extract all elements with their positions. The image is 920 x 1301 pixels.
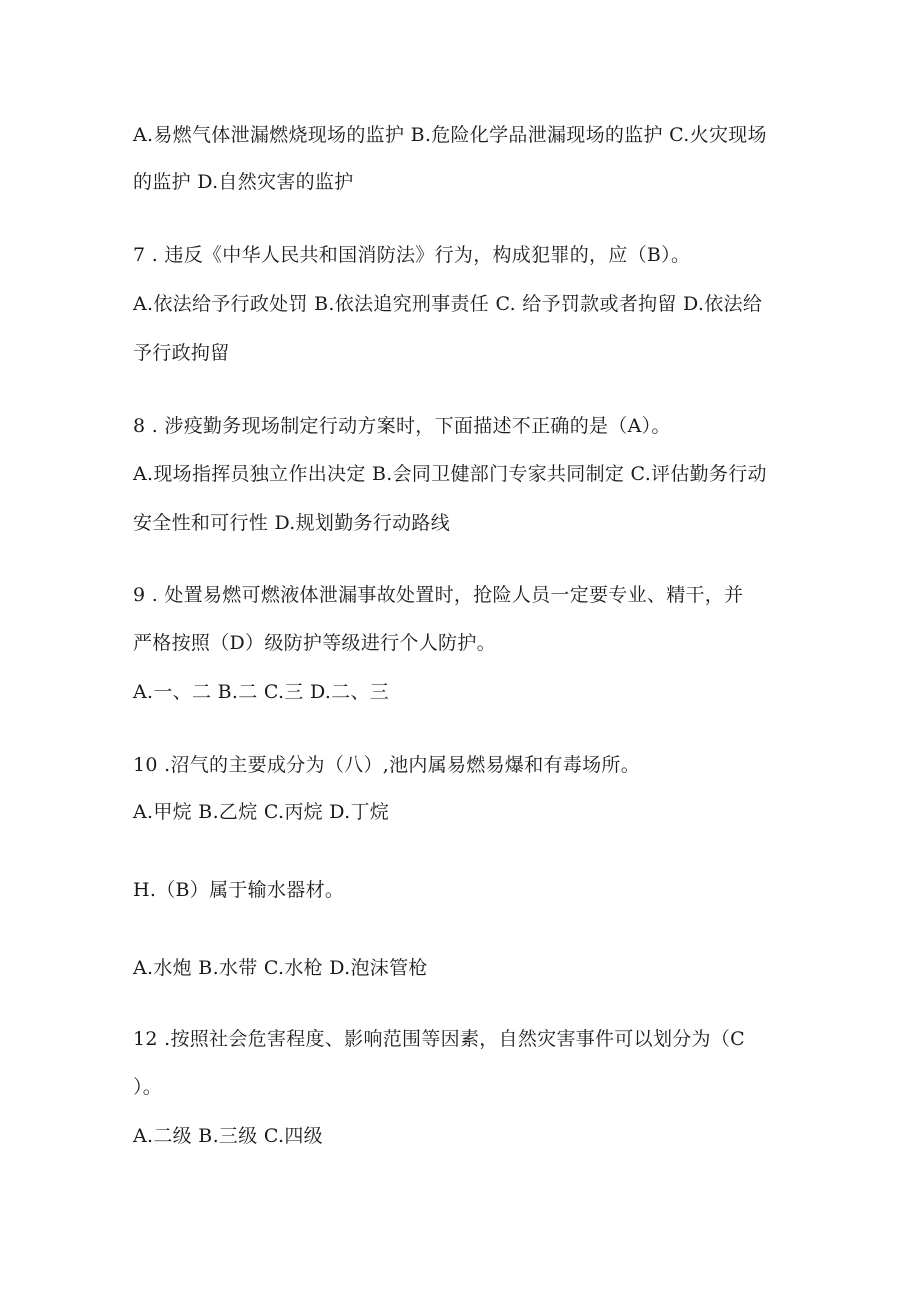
question-11: H.（B）属于输水器材。	[133, 879, 345, 901]
question-12-line-1: 12 .按照社会危害程度、影响范围等因素，自然灾害事件可以划分为（C	[133, 1028, 745, 1050]
q8-options-line-1: A.现场指挥员独立作出决定 B.会同卫健部门专家共同制定 C.评估勤务行动	[133, 463, 767, 485]
question-8: 8 . 涉疫勤务现场制定行动方案时，下面描述不正确的是（A）。	[133, 415, 671, 437]
q7-options-line-2: 予行政拘留	[133, 342, 230, 364]
question-7: 7 . 违反《中华人民共和国消防法》行为，构成犯罪的，应（B）。	[133, 244, 691, 266]
question-10: 10 .沼气的主要成分为（八）,池内属易燃易爆和有毒场所。	[133, 754, 640, 776]
q10-options: A.甲烷 B.乙烷 C.丙烷 D.丁烷	[133, 801, 390, 823]
question-12-line-2: ）。	[133, 1076, 163, 1098]
question-9-line-1: 9 . 处置易燃可燃液体泄漏事故处置时，抢险人员一定要专业、精干，并	[133, 584, 744, 606]
q7-options-line-1: A.依法给予行政处罚 B.依法追究刑事责任 C. 给予罚款或者拘留 D.依法给	[133, 293, 763, 315]
q9-options: A.一、二 B.二 C.三 D.二、三	[133, 681, 390, 703]
q6-options-line-1: A.易燃气体泄漏燃烧现场的监护 B.危险化学品泄漏现场的监护 C.火灾现场	[133, 124, 767, 146]
q6-options-line-2: 的监护 D.自然灾害的监护	[133, 171, 354, 193]
question-9-line-2: 严格按照（D）级防护等级进行个人防护。	[133, 632, 496, 654]
q8-options-line-2: 安全性和可行性 D.规划勤务行动路线	[133, 512, 451, 534]
q12-options: A.二级 B.三级 C.四级	[133, 1125, 323, 1147]
q11-options: A.水炮 B.水带 C.水枪 D.泡沫管枪	[133, 957, 428, 979]
